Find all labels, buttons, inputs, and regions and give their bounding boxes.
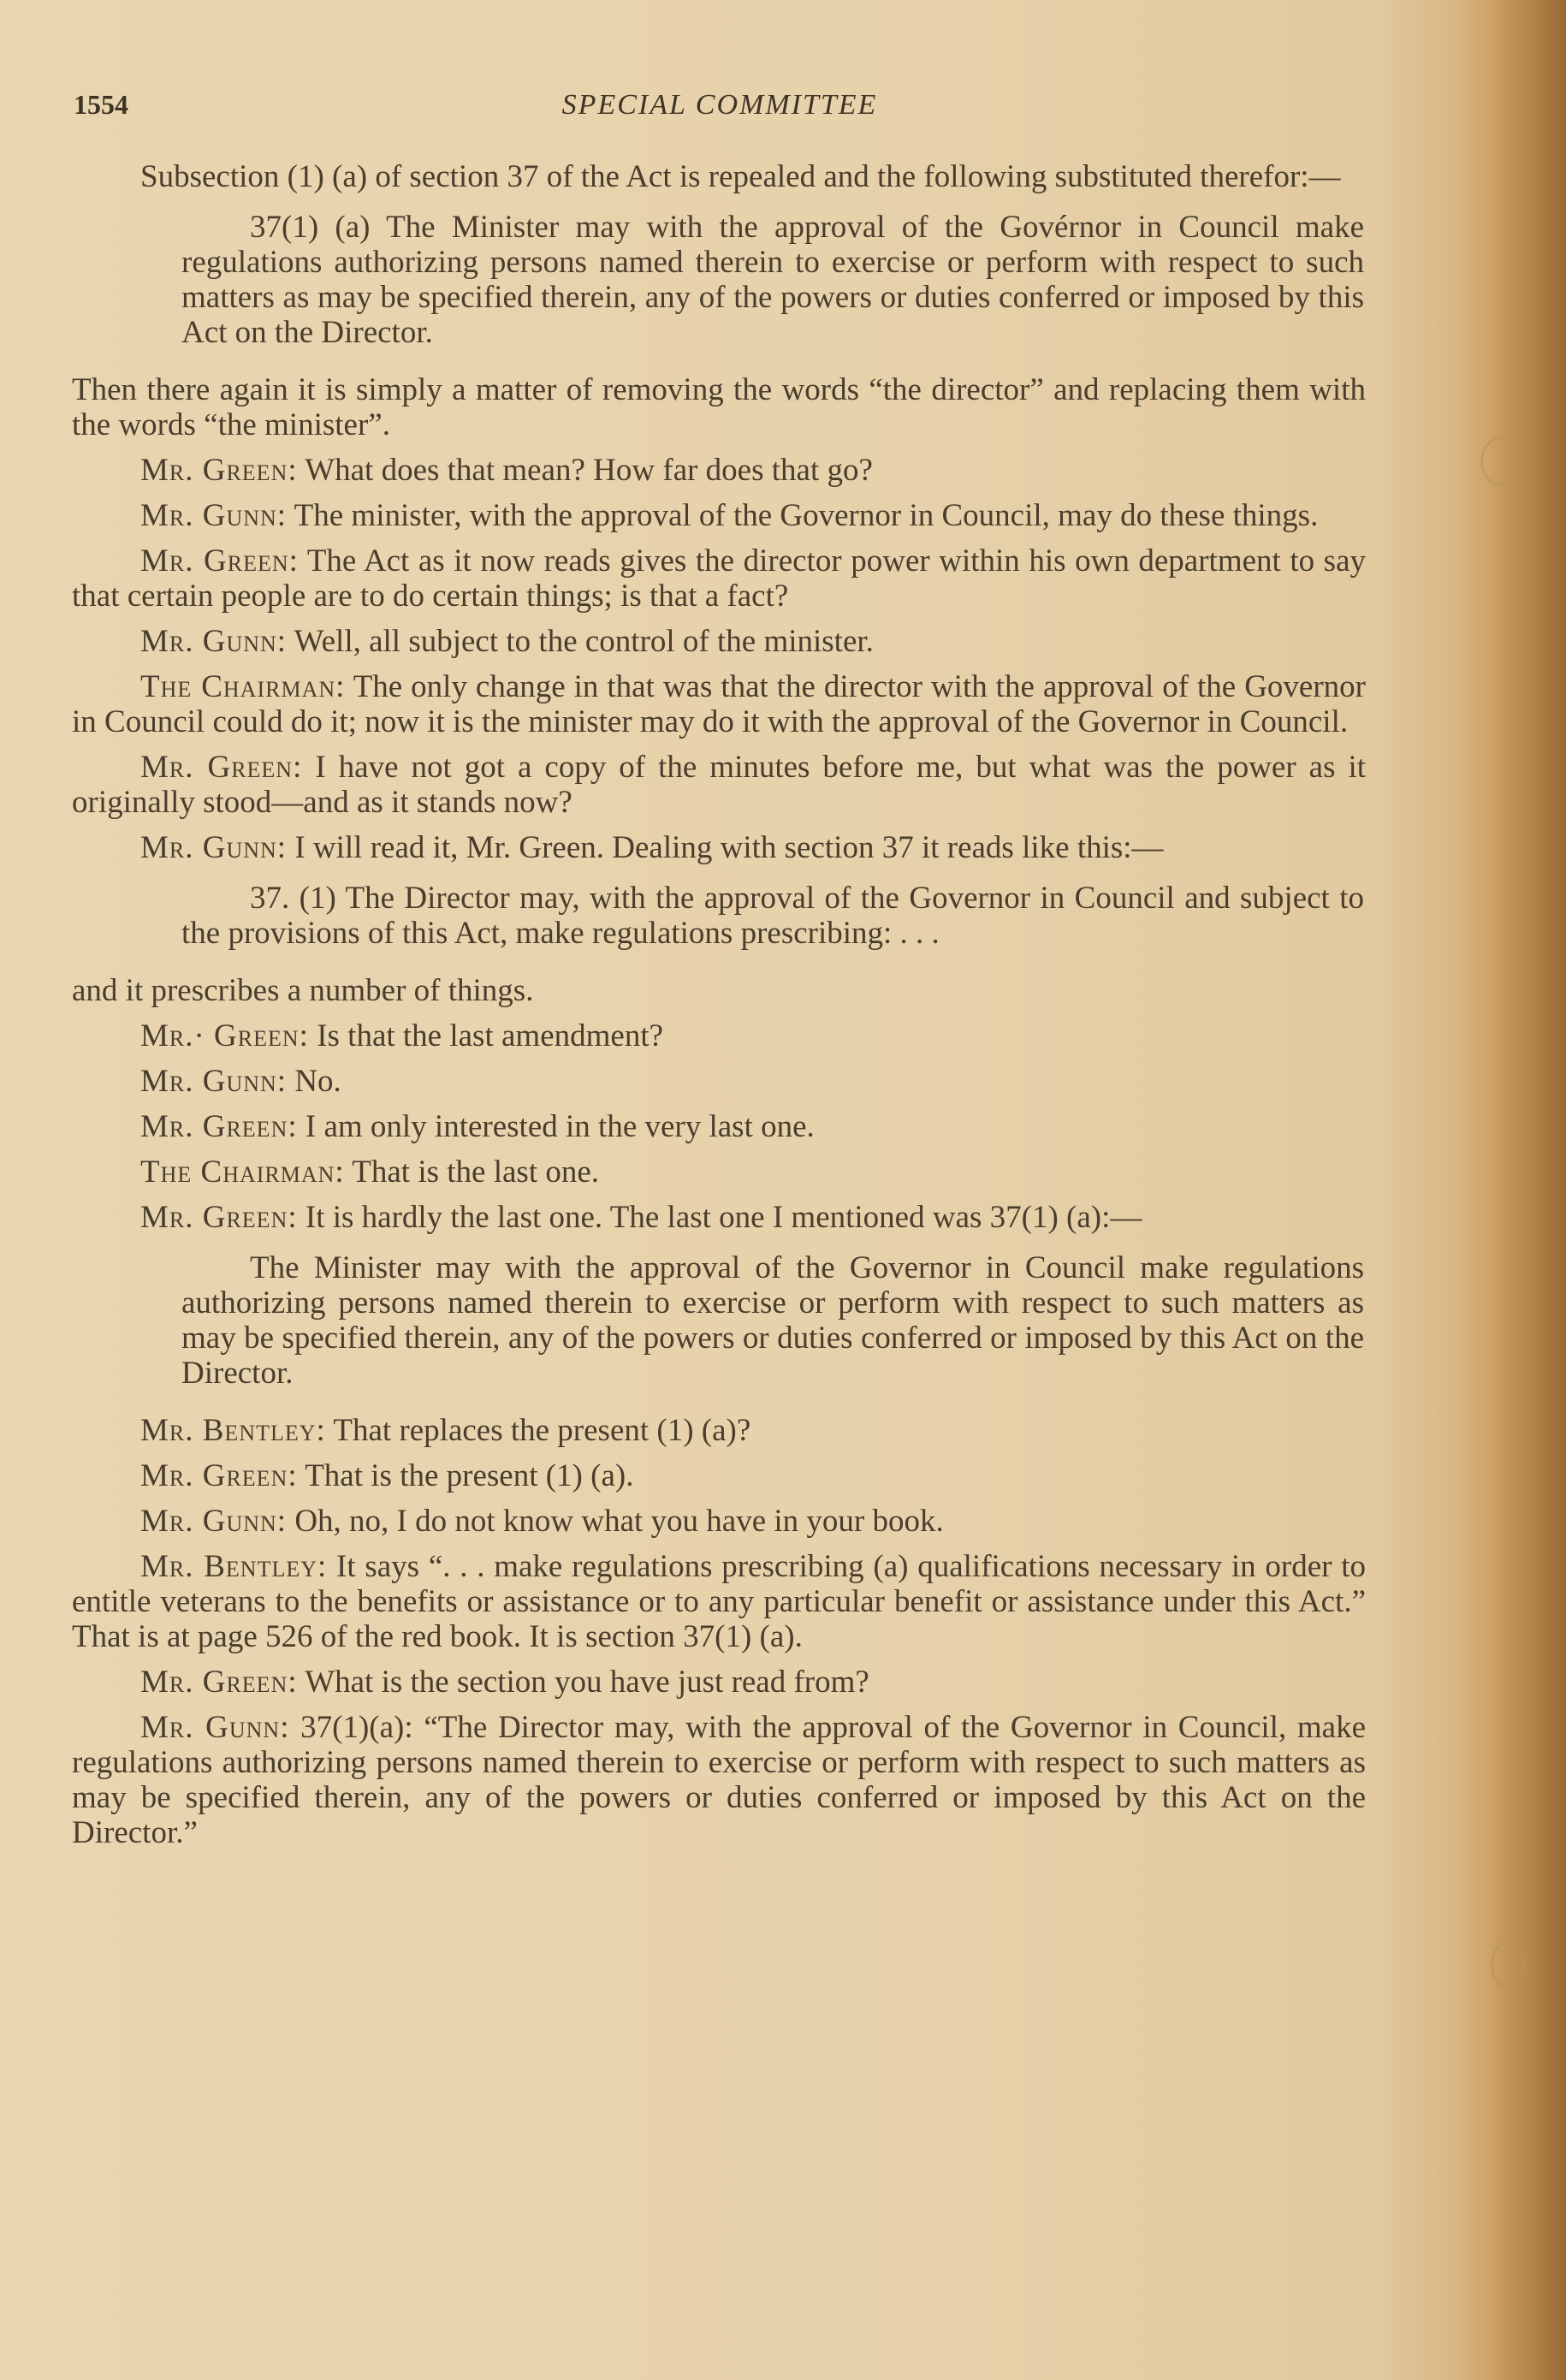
speech-paragraph — [72, 1018, 1366, 1053]
quoted-text: 37(1) (a) The Minister may with the approval of the Govérnor in Council make regulations authorizing persons named therein to exercise or perform with respect to such matters as may be specified therein, any of the powers or duties conferred or imposed by this Act on the Director. — [181, 210, 1364, 350]
page-number: 1554 — [74, 89, 128, 120]
speaker-name: Mr. Gunn: — [140, 1064, 288, 1099]
speech-paragraph — [72, 1109, 1366, 1144]
speaker-name: Mr. Gunn: — [140, 1504, 288, 1539]
speech-paragraph — [72, 830, 1366, 865]
speech-text: Is that the last amendment? — [308, 1018, 664, 1053]
speech-paragraph — [72, 624, 1366, 659]
speech-text: The only change in that was that the director with the approval of the Governor in Council could do it; now it is the minister may do it with the approval of the Governor in Council. — [72, 669, 1366, 739]
speaker-name: Mr. Green: — [140, 1109, 298, 1144]
speech-text: The minister, with the approval of the Governor in Council, may do these things. — [287, 498, 1319, 533]
running-head: SPECIAL COMMITTEE — [561, 89, 878, 121]
speech-text: That replaces the present (1) (a)? — [325, 1413, 751, 1448]
speech-text: 37(1)(a): “The Director may, with the approval of the Governor in Council, make regulations authorizing persons named therein to exercise or perform with respect to such matters as may be specified therein, any of the powers or duties conferred or imposed by this Act on the Director.” — [72, 1710, 1366, 1850]
speech-paragraph — [72, 1549, 1366, 1654]
transcript-body — [72, 159, 1366, 1861]
stain-mark — [1491, 1941, 1525, 1989]
speaker-name: Mr. Green: — [140, 543, 299, 579]
quoted-passage — [181, 881, 1364, 951]
speech-paragraph — [72, 1200, 1366, 1235]
speech-paragraph — [72, 1710, 1366, 1850]
speech-paragraph — [72, 1665, 1366, 1700]
quoted-text: 37. (1) The Director may, with the approval of the Governor in Council and subject to the provisions of this Act, make regulations prescribing: . . . — [181, 881, 1364, 951]
speech-paragraph — [72, 453, 1366, 488]
speech-paragraph — [72, 1154, 1366, 1190]
speech-paragraph — [72, 750, 1366, 820]
speaker-name: Mr. Green: — [140, 750, 303, 785]
body-paragraph: Then there again it is simply a matter of removing the words “the director” and replacing them with the words “the minister”. — [72, 372, 1366, 442]
quoted-passage — [181, 1250, 1364, 1391]
page-edge-shadow — [1489, 0, 1566, 2380]
speaker-name: Mr. Green: — [140, 453, 298, 488]
speech-paragraph — [72, 1064, 1366, 1099]
speaker-name: Mr.· Green: — [140, 1018, 309, 1053]
speech-text: I have not got a copy of the minutes before me, but what was the power as it originally stood—and as it stands now? — [72, 750, 1367, 820]
speech-paragraph — [72, 1504, 1366, 1539]
speech-paragraph — [72, 498, 1366, 533]
speaker-name: Mr. Green: — [140, 1665, 298, 1700]
speaker-name: Mr. Gunn: — [140, 498, 288, 533]
speech-text: It says “. . . make regulations prescribing (a) qualifications necessary in order to entitle veterans to the benefits or assistance or to any particular benefit or assistance under this Act.” That is at page 526 of the red book. It is section 37(1) (a). — [72, 1549, 1367, 1654]
speaker-name: Mr. Gunn: — [140, 1710, 290, 1745]
speech-text: I will read it, Mr. Green. Dealing with section 37 it reads like this:— — [287, 830, 1164, 865]
body-paragraph: Subsection (1) (a) of section 37 of the Act is repealed and the following substituted therefor:— — [140, 159, 1341, 194]
speech-text: What does that mean? How far does that go? — [297, 453, 873, 488]
speech-paragraph — [72, 669, 1366, 739]
speech-text: Well, all subject to the control of the minister. — [287, 624, 874, 659]
speaker-name: Mr. Bentley: — [140, 1549, 328, 1584]
speech-paragraph — [72, 1413, 1366, 1448]
speaker-name: The Chairman: — [140, 1154, 345, 1190]
speech-paragraph — [72, 543, 1366, 614]
speaker-name: Mr. Green: — [140, 1200, 298, 1235]
speaker-name: Mr. Green: — [140, 1458, 298, 1493]
body-paragraph: and it prescribes a number of things. — [72, 973, 534, 1008]
speech-text: The Act as it now reads gives the director power within his own department to say that certain people are to do certain things; is that a fact? — [72, 543, 1367, 614]
speech-text: That is the last one. — [344, 1154, 600, 1190]
speaker-name: Mr. Gunn: — [140, 624, 288, 659]
speaker-name: Mr. Bentley: — [140, 1413, 326, 1448]
speech-text: That is the present (1) (a). — [297, 1458, 634, 1493]
quoted-text: The Minister may with the approval of the Governor in Council make regulations authorizing persons named therein to exercise or perform with respect to such matters as may be specified therein, any of the powers or duties conferred or imposed by this Act on the Director. — [181, 1250, 1364, 1391]
stain-mark — [1480, 436, 1522, 486]
speech-text: What is the section you have just read from? — [297, 1665, 869, 1700]
speaker-name: Mr. Gunn: — [140, 830, 288, 865]
page-header — [74, 89, 1366, 132]
speech-text: It is hardly the last one. The last one I mentioned was 37(1) (a):— — [297, 1200, 1142, 1235]
quoted-passage — [181, 210, 1364, 350]
speaker-name: The Chairman: — [140, 669, 346, 704]
speech-text: I am only interested in the very last one. — [297, 1109, 815, 1144]
speech-text: Oh, no, I do not know what you have in your book. — [287, 1504, 944, 1539]
speech-paragraph — [72, 1458, 1366, 1493]
speech-text: No. — [287, 1064, 341, 1099]
